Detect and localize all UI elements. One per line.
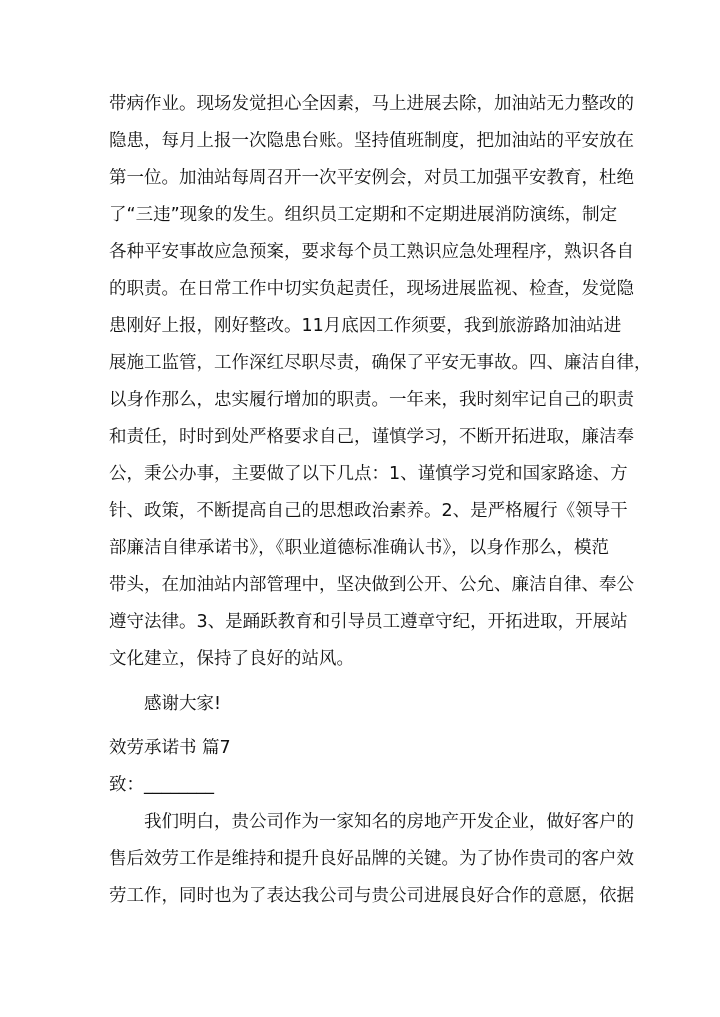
paragraph-line: 和责任，时时到处严格要求自己，谨慎学习，不断开拓进取，廉洁奉	[109, 427, 634, 447]
paragraph-line: 的职责。在日常工作中切实负起责任，现场进展监视、检查，发觉隐	[109, 279, 634, 299]
paragraph-line: 展施工监管，工作深红尽职尽责，确保了平安无事故。四、廉洁自律，	[109, 353, 652, 373]
paragraph-line: 带病作业。现场发觉担心全因素，马上进展去除，加油站无力整改的	[109, 94, 634, 114]
salutation: 致：________	[109, 775, 214, 795]
paragraph-line: 遵守法律。3、是踊跃教育和引导员工遵章守纪，开拓进取，开展站	[109, 612, 628, 632]
paragraph-line: 文化建立，保持了良好的站风。	[109, 649, 354, 669]
paragraph-line: 部廉洁自律承诺书》，《职业道德标准确认书》，以身作那么，模范	[109, 538, 609, 558]
section-title: 效劳承诺书 篇7	[109, 738, 231, 758]
paragraph-line: 了“三违”现象的发生。组织员工定期和不定期进展消防演练，制定	[109, 205, 618, 225]
paragraph-line: 我们明白，贵公司作为一家知名的房地产开发企业，做好客户的	[144, 812, 634, 832]
paragraph-line: 带头，在加油站内部管理中，坚决做到公开、公允、廉洁自律、奉公	[109, 575, 634, 595]
closing-thanks: 感谢大家!	[144, 694, 222, 714]
paragraph-line: 患刚好上报，刚好整改。11月底因工作须要，我到旅游路加油站进	[109, 316, 622, 336]
paragraph-line: 公，秉公办事，主要做了以下几点：1、谨慎学习党和国家路途、方	[109, 464, 628, 484]
paragraph-line: 劳工作，同时也为了表达我公司与贵公司进展良好合作的意愿，依据	[109, 886, 634, 906]
paragraph-line: 各种平安事故应急预案，要求每个员工熟识应急处理程序，熟识各自	[109, 242, 634, 262]
paragraph-line: 售后效劳工作是维持和提升良好品牌的关键。为了协作贵司的客户效	[109, 849, 634, 869]
paragraph-line: 针、政策，不断提高自己的思想政治素养。2、是严格履行《领导干	[109, 501, 628, 521]
paragraph-line: 隐患，每月上报一次隐患台账。坚持值班制度，把加油站的平安放在	[109, 131, 634, 151]
paragraph-line: 以身作那么，忠实履行增加的职责。一年来，我时刻牢记自己的职责	[109, 390, 634, 410]
paragraph-line: 第一位。加油站每周召开一次平安例会，对员工加强平安教育，杜绝	[109, 168, 634, 188]
